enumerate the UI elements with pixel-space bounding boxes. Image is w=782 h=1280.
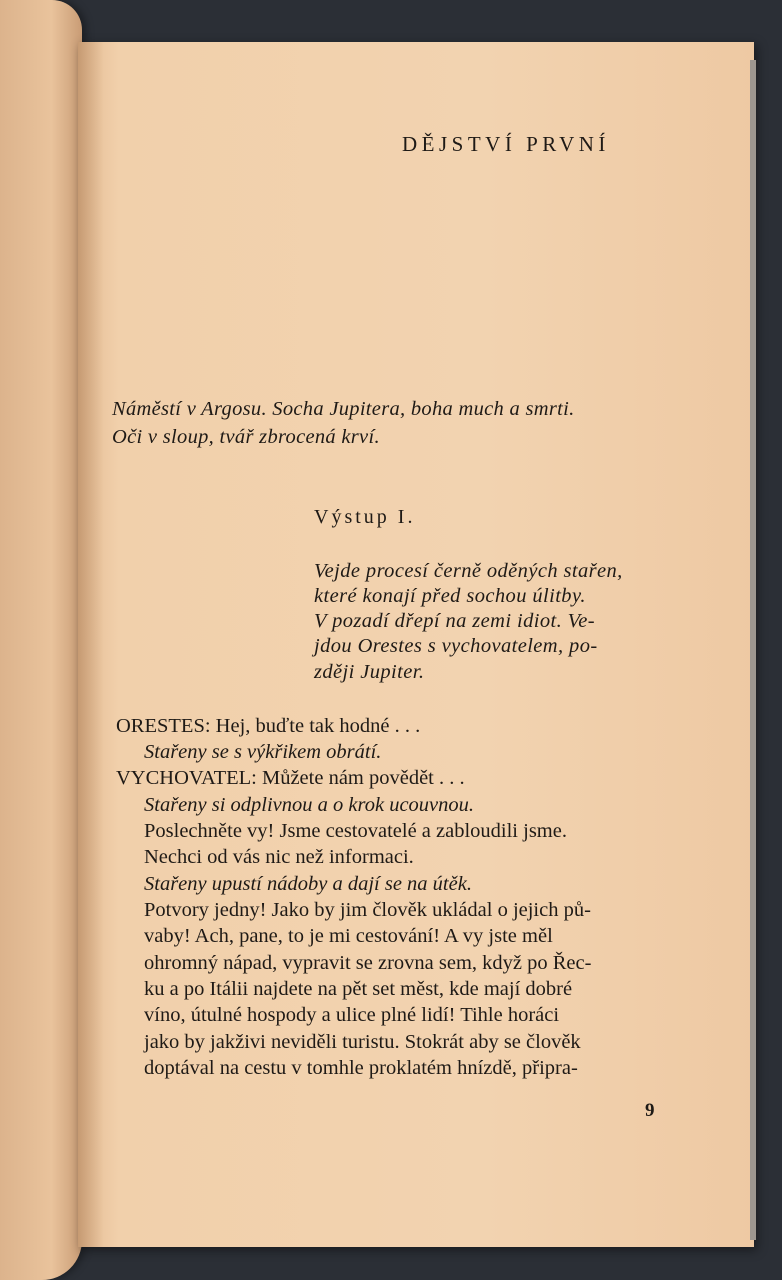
dialogue-line: Potvory jedny! Jako by jim člověk ukládal o jejich pů- (144, 899, 591, 921)
stage-direction-inline: Stařeny si odplivnou a o krok ucouvnou. (144, 794, 475, 816)
stage-direction-line: které konají před sochou úlitby. (314, 585, 586, 607)
act-heading: DĚJSTVÍ PRVNÍ (402, 132, 610, 156)
dialogue-line: víno, útulné hospody a ulice plné lidí! Tihle horáci (144, 1004, 560, 1026)
setting-line-2: Oči v sloup, tvář zbrocená krví. (112, 426, 380, 448)
page-stack-edge (750, 60, 756, 1240)
stage-direction-line: zději Jupiter. (314, 661, 425, 683)
left-page-edge (0, 0, 82, 1280)
stage-direction-inline: Stařeny se s výkřikem obrátí. (144, 741, 382, 763)
speaker-line-orestes: ORESTES: Hej, buďte tak hodné . . . (116, 715, 421, 737)
dialogue-line: jako by jakživi neviděli turistu. Stokrát aby se člověk (144, 1031, 581, 1053)
scene-title: Výstup I. (314, 506, 416, 528)
stage-direction-line: V pozadí dřepí na zemi idiot. Ve- (314, 610, 596, 632)
dialogue-line: ohromný nápad, vypravit se zrovna sem, když po Řec- (144, 952, 592, 974)
dialogue-line: vaby! Ach, pane, to je mi cestování! A vy jste měl (144, 925, 553, 947)
stage-direction-inline: Stařeny upustí nádoby a dají se na útěk. (144, 873, 472, 895)
page-number: 9 (645, 1100, 655, 1121)
dialogue-line: doptával na cestu v tomhle proklatém hnízdě, připra- (144, 1057, 578, 1079)
stage-direction-line: Vejde procesí černě oděných stařen, (314, 560, 623, 582)
dialogue-line: ku a po Itálii najdete na pět set měst, kde mají dobré (144, 978, 573, 1000)
dialogue-line: Poslechněte vy! Jsme cestovatelé a zabloudili jsme. (144, 820, 567, 842)
setting-line-1: Náměstí v Argosu. Socha Jupitera, boha much a smrti. (112, 398, 575, 420)
dialogue-line: Nechci od vás nic než informaci. (144, 846, 414, 868)
speaker-line-vychovatel: VYCHOVATEL: Můžete nám povědět . . . (116, 767, 465, 789)
gutter-shadow (78, 42, 104, 1247)
stage-direction-line: jdou Orestes s vychovatelem, po- (314, 635, 598, 657)
